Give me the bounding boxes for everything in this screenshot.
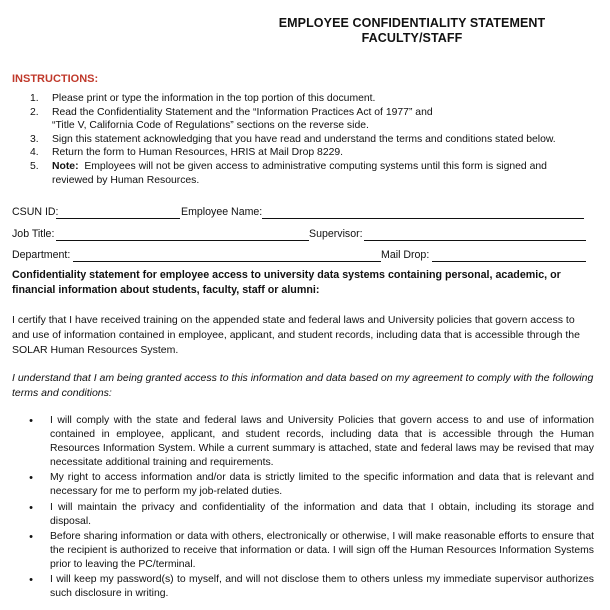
department-field[interactable] (73, 261, 381, 262)
bullet-icon: • (29, 530, 33, 543)
step-number: 2. (30, 106, 39, 118)
document-subtitle: FACULTY/STAFF (361, 31, 463, 45)
employee-name-field[interactable] (262, 218, 584, 219)
step-number: 5. (30, 160, 39, 172)
instruction-step (30, 106, 590, 120)
bullet-icon: • (29, 501, 33, 514)
instruction-step (30, 92, 590, 106)
job-title-label: Job Title: (12, 228, 55, 240)
term-text: I will keep my password(s) to myself, and will not disclose them to others unless my immediate supervisor authorizes such disclosure in writing. (50, 574, 594, 600)
terms-list (12, 414, 594, 602)
field-row (12, 228, 587, 242)
term-item (12, 573, 594, 601)
step-text: Employees will not be given access to administrative computing systems until this form is signed and (78, 160, 547, 172)
csun-id-label: CSUN ID: (12, 206, 59, 218)
supervisor-field[interactable] (364, 240, 586, 241)
mail-drop-field[interactable] (432, 261, 586, 262)
certify-paragraph: I certify that I have received training on the appended state and federal laws and University policies that govern access to and use of information contained in employee, applicant, and student records, including data that is accessible through the SOLAR Human Resources System. (12, 314, 580, 356)
term-item (12, 471, 594, 499)
step-number: 4. (30, 147, 39, 159)
note-label: Note: (52, 160, 79, 172)
step-text-wrapper (52, 160, 590, 174)
mail-drop-label: Mail Drop: (381, 249, 430, 261)
step-number: 1. (30, 93, 39, 104)
bullet-icon: • (29, 415, 33, 427)
bullet-icon: • (29, 472, 33, 485)
step-text: Read the Confidentiality Statement and the “Information Practices Act of 1977” and (52, 106, 433, 118)
instructions-label: INSTRUCTIONS: (12, 73, 99, 85)
instruction-step (30, 133, 590, 147)
term-item (12, 501, 594, 529)
term-text: My right to access information and/or data is strictly limited to the specific information and data that is relevant and necessary for me to perform my job-related duties. (50, 472, 594, 498)
department-label: Department: (12, 249, 71, 261)
field-row (12, 249, 587, 263)
term-text: I will maintain the privacy and confidentiality of the information and data that I obtain, including its storage and disposal. (50, 501, 594, 527)
supervisor-label: Supervisor: (309, 228, 363, 240)
step-text-continued: reviewed by Human Resources. (52, 174, 200, 186)
step-text-continued: “Title V, California Code of Regulations” sections on the reverse side. (52, 120, 369, 132)
instruction-step (30, 160, 590, 174)
csun-id-field[interactable] (56, 218, 180, 219)
step-number: 3. (30, 133, 39, 145)
step-text: Return the form to Human Resources, HRIS at Mail Drop 8229. (52, 147, 344, 159)
term-text: Before sharing information or data with others, electronically or otherwise, I will make reasonable efforts to ensure that the recipient is authorized to receive that information or data. I will sign off the Human Resources Information Systems prior to leaving the PC/terminal. (50, 530, 594, 570)
term-text: I will comply with the state and federal laws and University Policies that govern access to and use of information contained in employee, applicant, and student records, including data that is accessible through the Human Resources Information System. While a current summary is attached, state and federal laws may be revised that may necessitate additional training and requirements. (50, 415, 594, 469)
employee-name-label: Employee Name: (181, 206, 263, 218)
term-item (12, 530, 594, 572)
step-text: Please print or type the information in the top portion of this document. (52, 93, 376, 104)
bullet-icon: • (29, 574, 33, 587)
job-title-field[interactable] (56, 240, 309, 241)
instructions-list (30, 92, 590, 187)
field-row (12, 206, 587, 220)
document-title: EMPLOYEE CONFIDENTIALITY STATEMENT (278, 16, 546, 30)
statement-heading: Confidentiality statement for employee access to university data systems containing personal, academic, or financial information about students, faculty, staff or alumni: (12, 269, 561, 296)
terms-intro-paragraph: I understand that I am being granted access to this information and data based on my agreement to comply with the following terms and conditions: (12, 372, 594, 399)
instruction-step (30, 146, 590, 160)
term-item (12, 414, 594, 470)
step-text: Sign this statement acknowledging that you have read and understand the terms and conditions stated below. (52, 133, 556, 145)
